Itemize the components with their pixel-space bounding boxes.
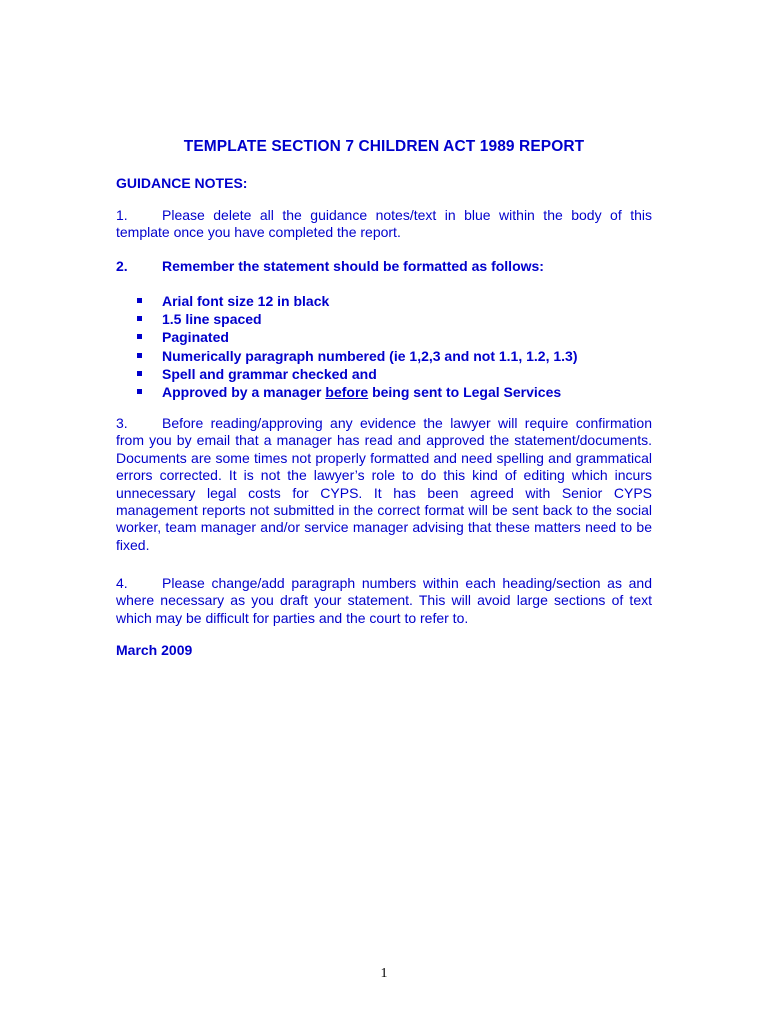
paragraph-4 [116,575,652,627]
square-bullet-icon [137,316,142,321]
bullet-text: 1.5 line spaced [162,311,262,328]
document-page [116,0,652,1024]
square-bullet-icon [137,371,142,376]
paragraph-3-text: Before reading/approving any evidence the lawyer will require confirmation from you by email that a manager has read and approved the statement/documents. Documents are some times not properly formatted and need spelling and grammatical errors corrected. It is not the lawyer’s role to do this kind of editing which incurs unnecessary legal costs for CYPS. It has been agreed with Senior CYPS management reports not submitted in the correct format will be sent back to the social worker, team manager and/or service manager advising that these matters need to be fixed. [116,415,652,553]
square-bullet-icon [137,298,142,303]
bullet-text: Arial font size 12 in black [162,293,330,309]
bullet-item [116,347,577,365]
bullet-text: Spell and grammar checked and [162,365,377,382]
paragraph-1-text: Please delete all the guidance notes/text in blue within the body of this template once you have completed the report. [116,207,652,241]
document-date: March 2009 [116,642,193,658]
bullet-item [116,365,577,383]
paragraph-3-number: 3. [116,415,128,431]
paragraph-2-number: 2. [116,258,128,274]
square-bullet-icon [137,389,142,394]
bullet-item [116,292,577,310]
bullet-text-after: being sent to Legal Services [368,383,562,400]
bullet-item [116,383,577,401]
paragraph-1 [116,207,652,242]
bullet-text: Numerically paragraph numbered (ie 1,2,3 and not 1.1, 1.2, 1.3) [162,347,578,364]
page-number: 1 [380,966,388,981]
paragraph-4-number: 4. [116,575,128,591]
square-bullet-icon [137,334,142,339]
paragraph-3 [116,415,652,554]
formatting-bullet-list [116,292,577,401]
paragraph-2-text: Remember the statement should be formatted as follows: [162,258,544,274]
bullet-item [116,328,577,346]
bullet-text-before: Approved by a manager [162,383,326,400]
bullet-item [116,310,577,328]
bullet-emphasis: before [325,383,369,400]
guidance-notes-heading: GUIDANCE NOTES: [116,175,248,191]
bullet-text: Paginated [162,329,229,346]
paragraph-2 [116,258,652,275]
paragraph-1-number: 1. [116,207,128,223]
document-title: TEMPLATE SECTION 7 CHILDREN ACT 1989 REPORT [183,138,585,155]
paragraph-4-text: Please change/add paragraph numbers within each heading/section as and where necessary as you draft your statement. This will avoid large sections of text which may be difficult for parties and the court to refer to. [116,575,652,626]
square-bullet-icon [137,353,142,358]
